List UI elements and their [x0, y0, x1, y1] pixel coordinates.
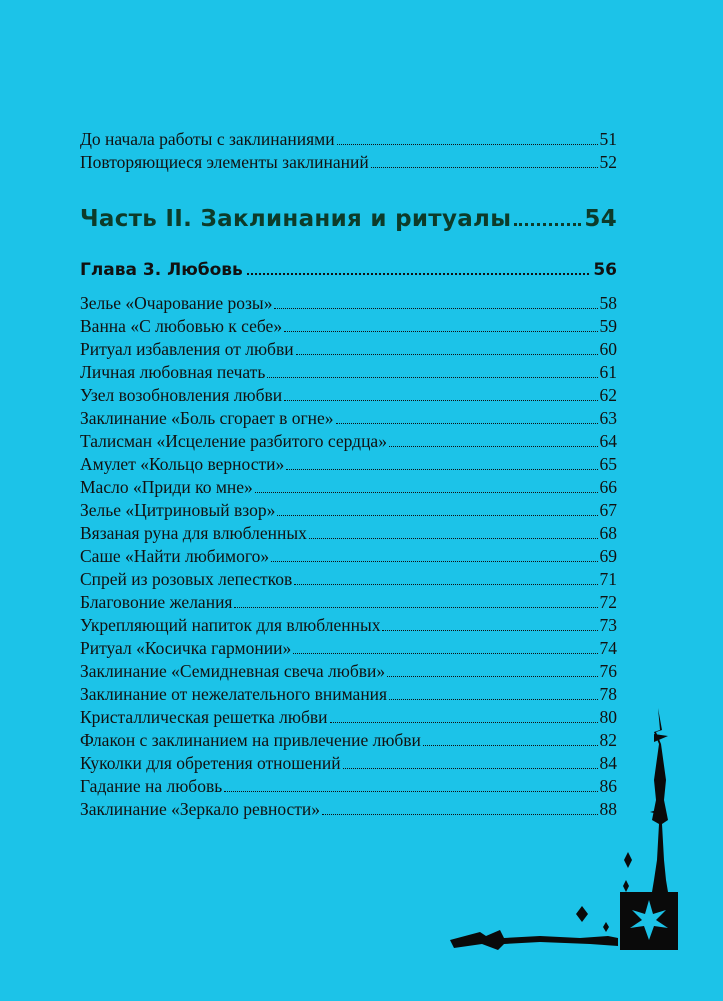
- toc-entry-page: 84: [599, 753, 617, 773]
- toc-entry-page: 82: [599, 730, 617, 750]
- toc-entry-title: Повторяющиеся элементы заклинаний: [80, 152, 369, 172]
- toc-entry: [80, 591, 617, 613]
- dot-leader: [271, 561, 597, 562]
- toc-entry-title: Флакон с заклинанием на привлечение любви: [80, 730, 421, 750]
- dot-leader: [255, 492, 598, 493]
- toc-entry-page: 73: [599, 615, 617, 635]
- toc-entry: [80, 453, 617, 475]
- toc-entry-page: 68: [599, 523, 617, 543]
- toc-entry-page: 61: [599, 362, 617, 382]
- toc-entry-page: 72: [599, 592, 617, 612]
- toc-entry: [80, 292, 617, 314]
- dot-leader: [337, 144, 598, 145]
- toc-entry-title: До начала работы с заклинаниями: [80, 129, 335, 149]
- toc-entry-title: Саше «Найти любимого»: [80, 546, 270, 566]
- toc-entry: [80, 522, 617, 544]
- toc-entry: [80, 660, 617, 682]
- toc-entry: [80, 407, 617, 429]
- toc-entry-page: 58: [599, 293, 617, 313]
- toc-entry: [80, 545, 617, 567]
- toc-entry-page: 62: [599, 385, 617, 405]
- toc-entry-page: 78: [599, 684, 617, 704]
- toc-entry-title: Ритуал избавления от любви: [80, 339, 294, 359]
- dot-leader: [309, 538, 598, 539]
- toc-entry-page: 60: [599, 339, 617, 359]
- toc-entry-page: 64: [599, 431, 617, 451]
- toc-entry-title: Куколки для обретения отношений: [80, 753, 341, 773]
- dot-leader: [514, 223, 581, 226]
- toc-entry-page: 52: [599, 152, 617, 172]
- toc-entry: [80, 361, 617, 383]
- dot-leader: [247, 273, 590, 275]
- toc-entry-title: Благовоние желания: [80, 592, 233, 612]
- toc-entry-title: Заклинание «Зеркало ревности»: [80, 799, 321, 819]
- toc-entry: [80, 384, 617, 406]
- dot-leader: [284, 400, 597, 401]
- toc-entry-title: Укрепляющий напиток для влюбленных: [80, 615, 381, 635]
- toc-entry-title: Узел возобновления любви: [80, 385, 283, 405]
- toc-entry-page: 88: [599, 799, 617, 819]
- toc-entry-page: 76: [599, 661, 617, 681]
- toc-entry-page: 66: [599, 477, 617, 497]
- toc-entry-page: 59: [599, 316, 617, 336]
- dot-leader: [234, 607, 597, 608]
- dot-leader: [294, 584, 597, 585]
- toc-entry-title: Гадание на любовь: [80, 776, 223, 796]
- toc-entry-title: Зелье «Цитриновый взор»: [80, 500, 276, 520]
- toc-entry-title: Кристаллическая решетка любви: [80, 707, 328, 727]
- toc-entry: [80, 315, 617, 337]
- dot-leader: [336, 423, 598, 424]
- toc-entry: [80, 637, 617, 659]
- part-heading: [80, 204, 617, 234]
- toc-entry: [80, 568, 617, 590]
- dot-leader: [284, 331, 597, 332]
- chapter-heading: [80, 258, 617, 282]
- dot-leader: [277, 515, 597, 516]
- toc-entry-title: Амулет «Кольцо верности»: [80, 454, 285, 474]
- toc-entry-page: 71: [599, 569, 617, 589]
- dot-leader: [286, 469, 597, 470]
- dot-leader: [293, 653, 597, 654]
- toc-entry-page: 69: [599, 546, 617, 566]
- toc-entry-page: 67: [599, 500, 617, 520]
- part-page: 54: [584, 206, 617, 232]
- part-title: Часть II. Заклинания и ритуалы: [80, 206, 512, 232]
- toc-entry-title: Заклинание «Боль сгорает в огне»: [80, 408, 334, 428]
- dot-leader: [389, 446, 598, 447]
- toc-entry: [80, 430, 617, 452]
- toc-entry-title: Ритуал «Косичка гармонии»: [80, 638, 292, 658]
- toc-entry: [80, 614, 617, 636]
- toc-entry: [80, 338, 617, 360]
- toc-entry-page: 86: [599, 776, 617, 796]
- dot-leader: [371, 167, 598, 168]
- toc-entry-title: Зелье «Очарование розы»: [80, 293, 273, 313]
- chapter-title: Глава 3. Любовь: [80, 260, 243, 280]
- toc-entry-title: Масло «Приди ко мне»: [80, 477, 253, 497]
- toc-entry-title: Талисман «Исцеление разбитого сердца»: [80, 431, 387, 451]
- chapter-page: 56: [593, 260, 617, 280]
- dot-leader: [274, 308, 597, 309]
- toc-entry-title: Ванна «С любовью к себе»: [80, 316, 283, 336]
- toc-entry-page: 74: [599, 638, 617, 658]
- toc-entry-title: Заклинание «Семидневная свеча любви»: [80, 661, 386, 681]
- toc-entry: [80, 476, 617, 498]
- dot-leader: [387, 676, 597, 677]
- toc-entry-page: 80: [599, 707, 617, 727]
- toc-entry: [80, 499, 617, 521]
- toc-entry-title: Спрей из розовых лепестков: [80, 569, 293, 589]
- toc-entry-title: Вязаная руна для влюбленных: [80, 523, 307, 543]
- star-ornament-icon: [440, 700, 690, 970]
- dot-leader: [296, 354, 598, 355]
- toc-entry-page: 63: [599, 408, 617, 428]
- toc-entry-title: Личная любовная печать: [80, 362, 266, 382]
- toc-entry: [80, 151, 617, 173]
- toc-entry-page: 65: [599, 454, 617, 474]
- dot-leader: [382, 630, 597, 631]
- toc-entry: [80, 128, 617, 150]
- toc-entry-title: Заклинание от нежелательного внимания: [80, 684, 388, 704]
- dot-leader: [267, 377, 597, 378]
- toc-entry-page: 51: [599, 129, 617, 149]
